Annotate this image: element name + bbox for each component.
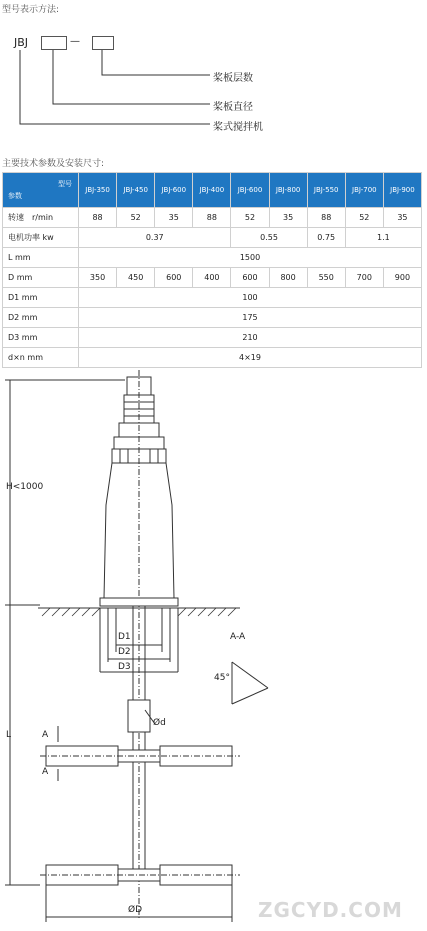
table-row	[3, 268, 422, 288]
table-row	[3, 228, 422, 248]
row-label: d×n mm	[3, 348, 79, 368]
header-model-6: JBJ-550	[307, 173, 345, 208]
table-cell: 88	[193, 208, 231, 228]
site-watermark: ZGCYD.COM	[258, 898, 403, 922]
params-body	[3, 173, 422, 368]
table-cell: 0.37	[79, 228, 231, 248]
label-angle: 45°	[214, 673, 230, 683]
table-row	[3, 288, 422, 308]
row-label: D2 mm	[3, 308, 79, 328]
header-param-label: 参数	[8, 192, 22, 200]
table-cell: 600	[155, 268, 193, 288]
table-row	[3, 328, 422, 348]
label-paddle-diameter: ØD	[128, 905, 143, 915]
model-section-title: 型号表示方法:	[2, 5, 60, 15]
table-cell: 900	[383, 268, 421, 288]
table-cell: 4×19	[79, 348, 422, 368]
table-cell: 88	[307, 208, 345, 228]
label-machine: 桨式搅拌机	[213, 122, 263, 133]
header-model-3: JBJ-400	[193, 173, 231, 208]
table-cell: 1.1	[345, 228, 421, 248]
label-a-bottom: A	[42, 767, 49, 777]
label-a-top: A	[42, 730, 49, 740]
label-height: H<1000	[6, 482, 44, 492]
row-label: D mm	[3, 268, 79, 288]
header-model-5: JBJ-800	[269, 173, 307, 208]
table-row	[3, 248, 422, 268]
header-model-8: JBJ-900	[383, 173, 421, 208]
header-model-0: JBJ-350	[79, 173, 117, 208]
model-prefix: JBJ	[14, 36, 29, 49]
params-section-title: 主要技术参数及安装尺寸:	[2, 159, 105, 169]
table-cell: 52	[231, 208, 269, 228]
table-cell: 175	[79, 308, 422, 328]
label-length: L	[6, 730, 12, 740]
table-row	[3, 208, 422, 228]
model-dash: —	[70, 36, 80, 47]
label-shaft-diameter: Ød	[153, 718, 166, 728]
table-cell: 400	[193, 268, 231, 288]
table-cell: 350	[79, 268, 117, 288]
table-cell: 52	[117, 208, 155, 228]
table-cell: 0.75	[307, 228, 345, 248]
row-label: D3 mm	[3, 328, 79, 348]
table-cell: 700	[345, 268, 383, 288]
table-cell: 210	[79, 328, 422, 348]
table-cell: 0.55	[231, 228, 307, 248]
table-cell: 52	[345, 208, 383, 228]
table-cell: 1500	[79, 248, 422, 268]
header-model-label: 型号	[58, 180, 72, 188]
row-label: 转速 r/min	[3, 208, 79, 228]
table-cell: 35	[155, 208, 193, 228]
table-cell: 600	[231, 268, 269, 288]
table-cell: 450	[117, 268, 155, 288]
label-diameter: 桨板直径	[213, 102, 253, 113]
row-label: D1 mm	[3, 288, 79, 308]
params-table	[2, 172, 422, 368]
table-row	[3, 308, 422, 328]
table-header-row	[3, 173, 422, 208]
header-model-1: JBJ-450	[117, 173, 155, 208]
header-model-7: JBJ-700	[345, 173, 383, 208]
header-model-2: JBJ-600	[155, 173, 193, 208]
row-label: 电机功率 kw	[3, 228, 79, 248]
table-cell: 800	[269, 268, 307, 288]
table-cell: 88	[79, 208, 117, 228]
table-cell: 550	[307, 268, 345, 288]
agitator-drawing	[0, 360, 427, 931]
label-layers: 桨板层数	[213, 73, 253, 84]
label-d1: D1	[118, 632, 131, 642]
header-corner	[3, 173, 79, 208]
row-label: L mm	[3, 248, 79, 268]
label-d2: D2	[118, 647, 131, 657]
table-cell: 35	[383, 208, 421, 228]
header-model-4: JBJ-600	[231, 173, 269, 208]
label-section: A-A	[230, 632, 246, 642]
label-d3: D3	[118, 662, 131, 672]
table-cell: 35	[269, 208, 307, 228]
table-cell: 100	[79, 288, 422, 308]
